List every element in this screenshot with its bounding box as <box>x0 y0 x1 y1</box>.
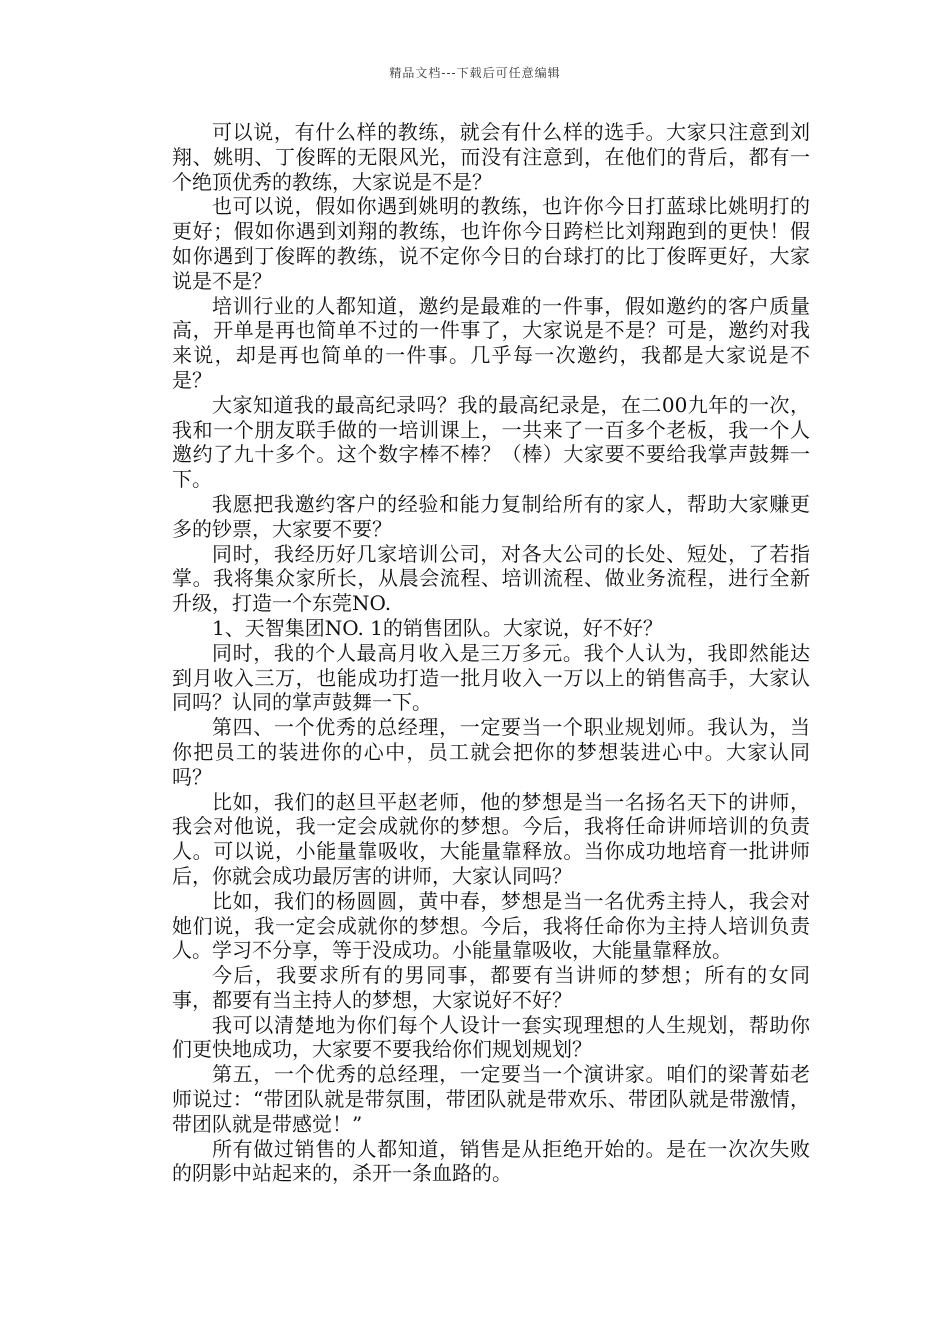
paragraph: 今后，我要求所有的男同事，都要有当讲师的梦想；所有的女同事，都要有当主持人的梦想，大家说好不好？ <box>172 963 810 1012</box>
paragraph: 同时，我经历好几家培训公司，对各大公司的长处、短处，了若指掌。我将集众家所长，从晨会流程、培训流程、做业务流程，进行全新升级，打造一个东莞NO. <box>172 541 810 616</box>
paragraph: 我可以清楚地为你们每个人设计一套实现理想的人生规划，帮助你们更快地成功，大家要不要我给你们规划规划？ <box>172 1012 810 1062</box>
page-header: 精品文档---下载后可任意编辑 <box>389 66 561 80</box>
paragraph: 所有做过销售的人都知道，销售是从拒绝开始的。是在一次次失败的阴影中站起来的，杀开一条血路的。 <box>172 1136 810 1186</box>
paragraph: 1、天智集团NO. 1的销售团队。大家说，好不好？ <box>212 615 663 640</box>
paragraph: 同时，我的个人最高月收入是三万多元。我个人认为，我即然能达到月收入三万，也能成功打造一批月收入一万以上的销售高手，大家认同吗？认同的掌声鼓舞一下。 <box>172 640 810 715</box>
paragraph: 第四、一个优秀的总经理，一定要当一个职业规划师。我认为，当你把员工的装进你的心中，员工就会把你的梦想装进心中。大家认同吗？ <box>172 715 810 789</box>
paragraph: 可以说，有什么样的教练，就会有什么样的选手。大家只注意到刘翔、姚明、丁俊晖的无限风光，而没有注意到，在他们的背后，都有一个绝顶优秀的教练，大家说是不是？ <box>172 120 810 194</box>
paragraph: 也可以说，假如你遇到姚明的教练，也许你今日打蓝球比姚明打的更好；假如你遇到刘翔的教练，也许你今日跨栏比刘翔跑到的更快！假如你遇到丁俊晖的教练，说不定你今日的台球打的比丁俊晖更好，大家说是不是？ <box>172 194 810 293</box>
paragraph: 大家知道我的最高纪录吗？我的最高纪录是，在二00九年的一次，我和一个朋友联手做的一培训课上，一共来了一百多个老板，我一个人邀约了九十多个。这个数字棒不棒？（棒）大家要不要给我掌声鼓舞一下。 <box>172 392 810 492</box>
paragraph: 第五，一个优秀的总经理，一定要当一个演讲家。咱们的梁菁茹老师说过：“带团队就是带氛围，带团队就是带欢乐、带团队就是带激情，带团队就是带感觉！” <box>172 1062 810 1136</box>
paragraph: 我愿把我邀约客户的经验和能力复制给所有的家人，帮助大家赚更多的钞票，大家要不要？ <box>172 491 810 541</box>
paragraph: 比如，我们的杨圆圆，黄中春，梦想是当一名优秀主持人，我会对她们说，我一定会成就你的梦想。今后，我将任命你为主持人培训负责人。学习不分享，等于没成功。小能量靠吸收，大能量靠释放。 <box>172 888 810 963</box>
paragraph: 比如，我们的赵旦平赵老师，他的梦想是当一名扬名天下的讲师，我会对他说，我一定会成就你的梦想。今后，我将任命讲师培训的负责人。可以说，小能量靠吸收，大能量靠释放。当你成功地培育一批讲师后，你就会成功最厉害的讲师，大家认同吗？ <box>172 789 810 888</box>
paragraph: 培训行业的人都知道，邀约是最难的一件事，假如邀约的客户质量高，开单是再也简单不过的一件事了，大家说是不是？可是，邀约对我来说，却是再也简单的一件事。几乎每一次邀约，我都是大家说是不是？ <box>172 293 810 392</box>
document-body <box>172 120 810 1186</box>
